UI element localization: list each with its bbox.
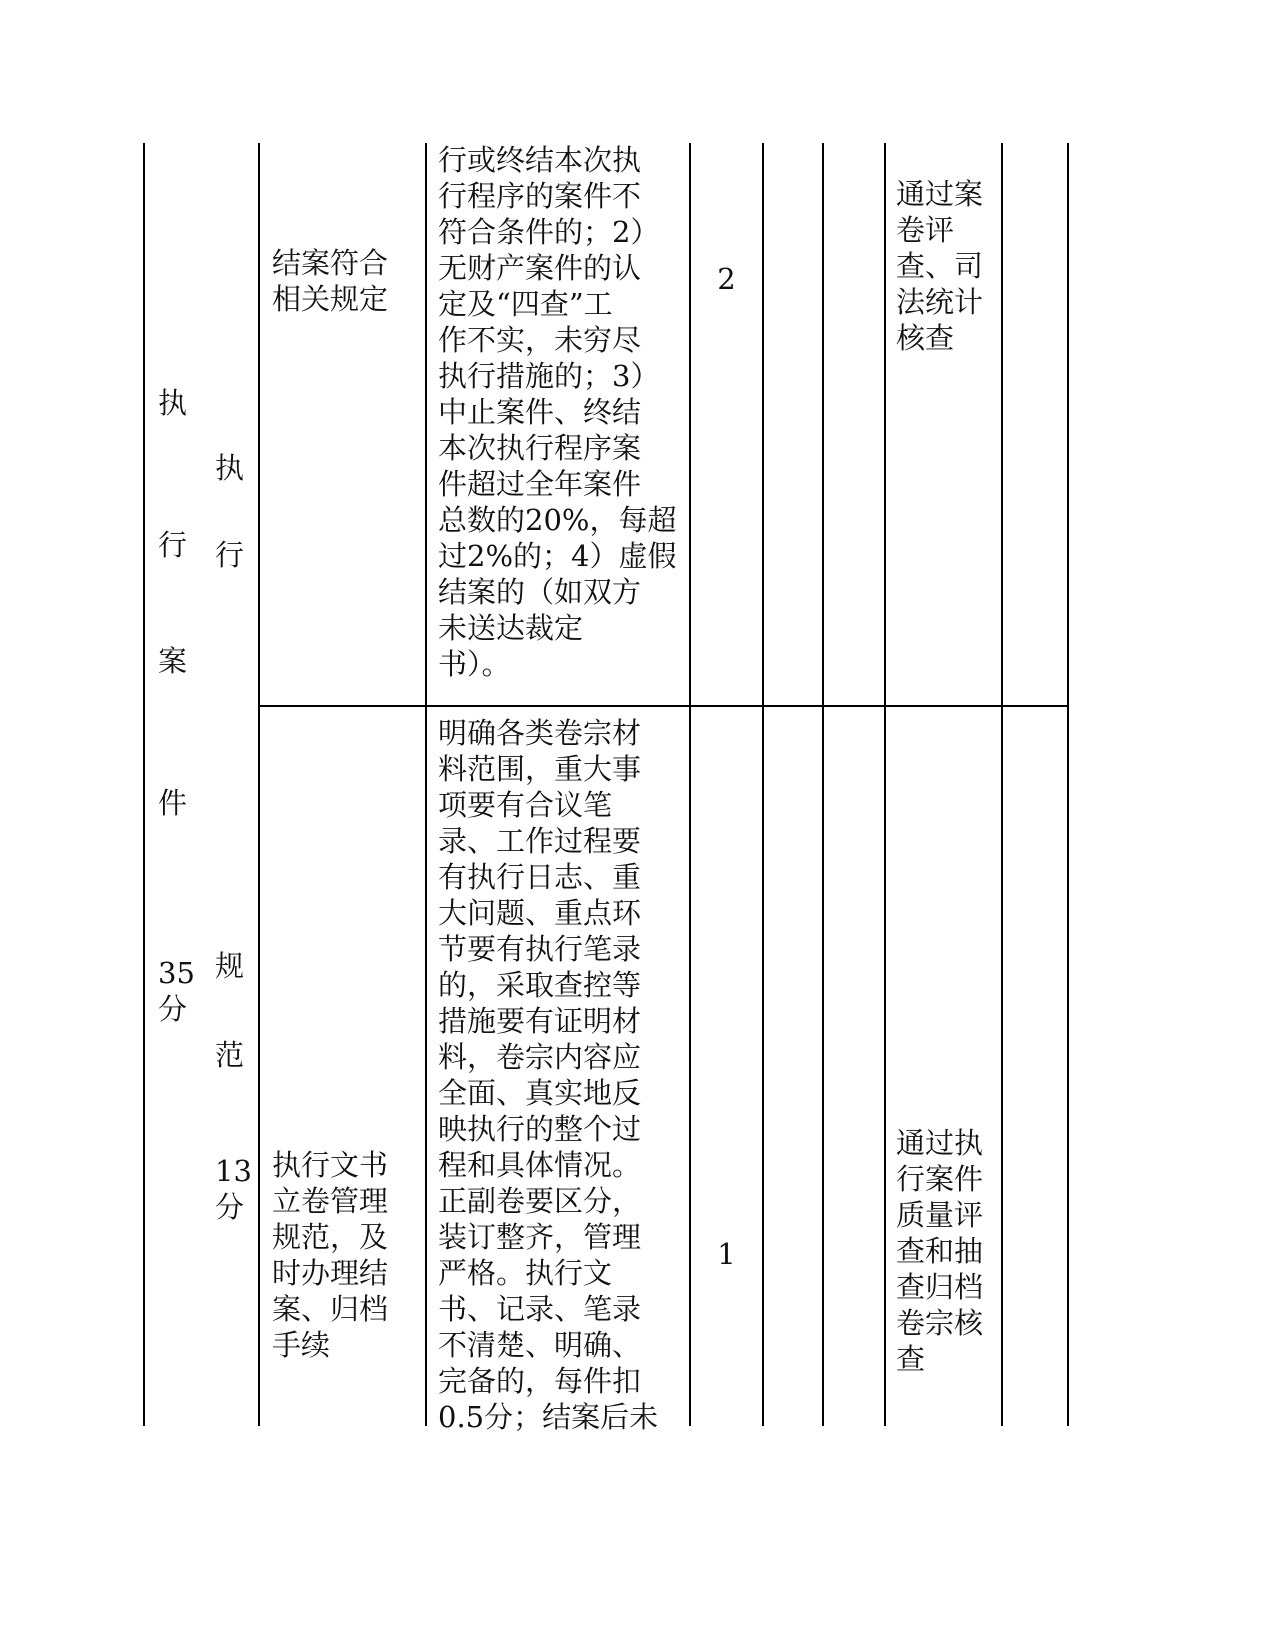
table-border-left [143, 143, 145, 1426]
table-border-right [1067, 143, 1069, 1426]
column-divider [1001, 143, 1003, 1426]
column-divider [884, 143, 886, 1426]
category-char: 执 [158, 386, 188, 420]
category-char: 案 [158, 644, 188, 678]
table-row-standard: 明确各类卷宗材 料范围，重大事 项要有合议笔 录、工作过程要 有执行日志、重 大问题、重点环 节要有执行笔录 的，采取查控等 措施要有证明材 料，卷宗内容应 全面、真实地反 映执行的整个过 程和具体情况。 正副卷要区分， 装订整齐，管理 严格。执行文 书、记录、笔录 不清楚、明确、 完备的，每件扣 0.5分；结案后未 [438, 716, 659, 1434]
column-divider [762, 143, 764, 1426]
table-row-standard: 行或终结本次执 行程序的案件不 符合条件的；2） 无财产案件的认 定及“四查”工 作不实，未穷尽 执行措施的；3） 中止案件、终结 本次执行程序案 件超过全年案件 总数的20%，每超 过2%的；4）虚假 结案的（如双方 未送达裁定 书）。 [438, 143, 677, 681]
column-divider [425, 143, 427, 1426]
table-row-item: 执行文书 立卷管理 规范，及 时办理结 案、归档 手续 [272, 1148, 389, 1362]
subcategory-char: 规 [215, 949, 245, 983]
table-row-score: 1 [717, 1237, 736, 1271]
table-row-score: 2 [717, 262, 736, 296]
table-row-method: 通过执 行案件 质量评 查和抽 查归档 卷宗核 查 [896, 1126, 984, 1376]
category-score: 35 分 [158, 956, 195, 1026]
column-divider [689, 143, 691, 1426]
subcategory-char: 行 [215, 538, 245, 572]
column-divider [822, 143, 824, 1426]
subcategory-score: 13 分 [215, 1154, 252, 1224]
category-char: 行 [158, 528, 188, 562]
table-row-item: 结案符合 相关规定 [272, 246, 389, 316]
category-char: 件 [158, 786, 188, 820]
subcategory-char: 执 [215, 451, 245, 485]
column-divider [258, 143, 260, 1426]
subcategory-char: 范 [215, 1038, 245, 1072]
row-divider [258, 705, 1069, 707]
table-row-method: 通过案 卷评 查、司 法统计 核查 [896, 177, 984, 355]
